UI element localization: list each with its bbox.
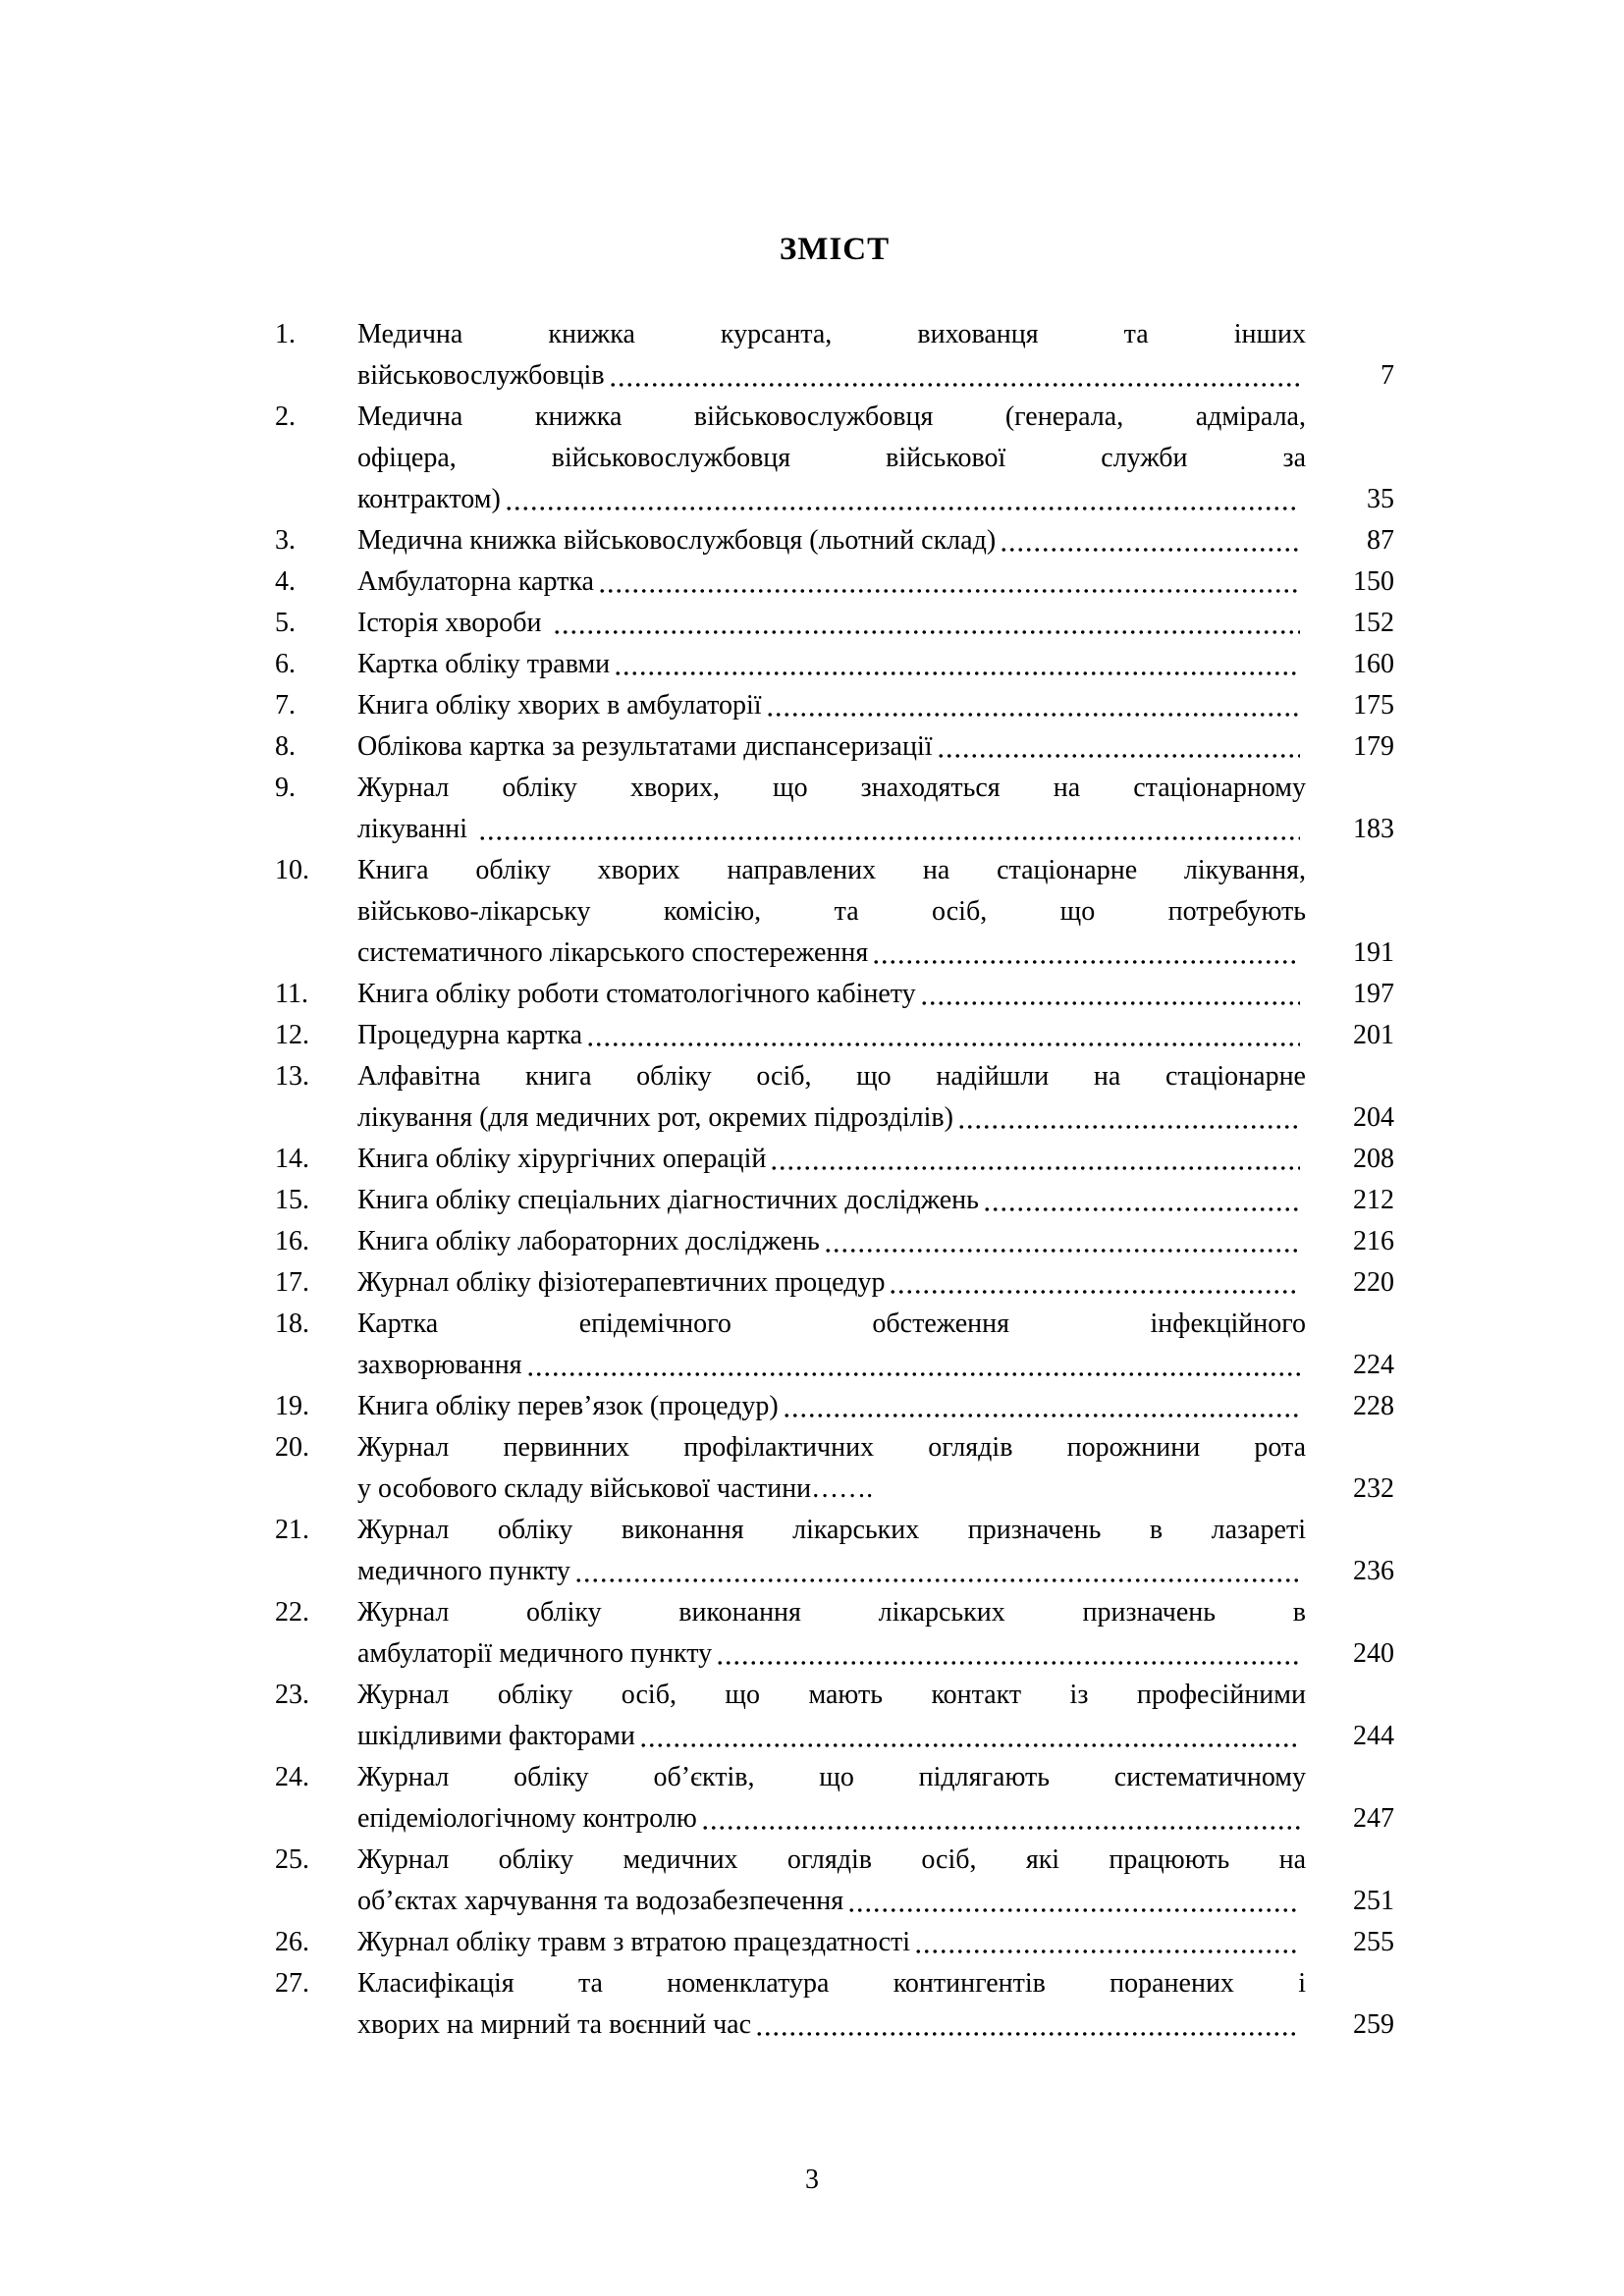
dot-leader — [764, 685, 1301, 726]
toc-list — [275, 314, 1394, 2046]
toc-item-page: 7 — [1380, 360, 1394, 391]
dot-leader — [981, 1180, 1300, 1221]
toc-item-number: 11. — [275, 979, 308, 1009]
toc-item-text: Облікова картка за результатами диспансеризації — [357, 731, 933, 762]
toc-item-number: 17. — [275, 1267, 309, 1298]
toc-item-body — [357, 1840, 1306, 1922]
toc-item — [275, 1675, 1394, 1757]
toc-item-number: 14. — [275, 1144, 309, 1174]
toc-item-text: Картка епідемічного обстеження інфекційного — [357, 1308, 1306, 1339]
toc-item — [275, 1840, 1394, 1922]
toc-item-text: Книга обліку хворих в амбулаторії — [357, 690, 762, 721]
toc-item — [275, 1757, 1394, 1840]
dot-leader — [714, 1633, 1300, 1675]
dot-leader — [845, 1881, 1300, 1922]
toc-item — [275, 1922, 1394, 1963]
toc-item-number: 22. — [275, 1597, 309, 1628]
toc-content — [275, 230, 1394, 2046]
toc-item — [275, 1592, 1394, 1675]
toc-item-body — [357, 520, 1306, 561]
toc-item-text: Історія хвороби — [357, 608, 549, 638]
toc-item-text: Журнал обліку хворих, що знаходяться на стаціонарному — [357, 773, 1306, 803]
toc-item-page: 208 — [1353, 1144, 1394, 1174]
toc-item-number: 16. — [275, 1226, 309, 1256]
toc-item-number: 13. — [275, 1061, 309, 1092]
toc-item-text: контрактом) — [357, 484, 501, 514]
toc-item-page: 247 — [1353, 1803, 1394, 1834]
dot-leader — [503, 479, 1300, 520]
toc-item-number: 10. — [275, 855, 309, 885]
toc-item-page: 87 — [1367, 525, 1394, 556]
dot-leader — [875, 1468, 1300, 1510]
dot-leader — [955, 1097, 1300, 1139]
toc-item-text: Журнал обліку виконання лікарських призначень в лазареті — [357, 1515, 1306, 1545]
toc-item-body — [357, 1675, 1306, 1757]
toc-item-body — [357, 314, 1306, 397]
toc-item — [275, 1510, 1394, 1592]
dot-leader — [822, 1221, 1300, 1262]
dot-leader — [637, 1716, 1300, 1757]
toc-item-page: 251 — [1353, 1886, 1394, 1916]
toc-item — [275, 726, 1394, 768]
toc-item-number: 27. — [275, 1968, 309, 1999]
toc-item-number: 1. — [275, 319, 296, 349]
toc-item-body — [357, 603, 1306, 644]
toc-item-number: 18. — [275, 1308, 309, 1339]
toc-item-text: Книга обліку лабораторних досліджень — [357, 1226, 820, 1256]
toc-item — [275, 1056, 1394, 1139]
toc-item — [275, 850, 1394, 974]
dot-leader — [998, 520, 1300, 561]
dot-leader — [768, 1139, 1300, 1180]
toc-item-text: лікування (для медичних рот, окремих підрозділів) — [357, 1102, 953, 1133]
dot-leader — [596, 561, 1300, 603]
dot-leader — [887, 1262, 1300, 1304]
toc-item-body — [357, 1262, 1306, 1304]
toc-item-body — [357, 1180, 1306, 1221]
toc-item-body — [357, 768, 1306, 850]
toc-item-number: 24. — [275, 1762, 309, 1792]
toc-item-page: 216 — [1353, 1226, 1394, 1256]
toc-item-text: Книга обліку перев’язок (процедур) — [357, 1391, 779, 1421]
dot-leader — [870, 933, 1300, 974]
toc-item-number: 26. — [275, 1927, 309, 1957]
toc-item-text: Журнал обліку об’єктів, що підлягають систематичному — [357, 1762, 1306, 1792]
toc-item-number: 3. — [275, 525, 296, 556]
toc-item-number: 25. — [275, 1844, 309, 1875]
toc-item-body — [357, 1757, 1306, 1840]
toc-item — [275, 603, 1394, 644]
toc-item-body — [357, 1304, 1306, 1386]
toc-item-page: 35 — [1367, 484, 1394, 514]
dot-leader — [612, 644, 1300, 685]
toc-item-text: амбулаторії медичного пункту — [357, 1638, 713, 1669]
toc-item-text: хворих на мирний та воєнний час — [357, 2009, 752, 2040]
toc-item-page: 179 — [1353, 731, 1394, 762]
toc-item-page: 201 — [1353, 1020, 1394, 1050]
dot-leader — [935, 726, 1301, 768]
toc-item-page: 191 — [1353, 937, 1394, 968]
toc-item — [275, 1180, 1394, 1221]
toc-item-page: 183 — [1353, 814, 1394, 844]
toc-item-body — [357, 1592, 1306, 1675]
toc-item-text: епідеміологічному контролю — [357, 1803, 697, 1834]
toc-item-number: 23. — [275, 1680, 309, 1710]
toc-item-body — [357, 685, 1306, 726]
toc-item-text: Амбулаторна картка — [357, 566, 594, 597]
toc-item — [275, 1139, 1394, 1180]
toc-item-text: Книга обліку спеціальних діагностичних досліджень — [357, 1185, 979, 1215]
toc-item-page: 204 — [1353, 1102, 1394, 1133]
toc-item-page: 160 — [1353, 649, 1394, 679]
toc-item — [275, 1015, 1394, 1056]
toc-item — [275, 1386, 1394, 1427]
toc-item-body — [357, 397, 1306, 520]
toc-item-page: 150 — [1353, 566, 1394, 597]
toc-item-text: у особового складу військової частини……. — [357, 1473, 874, 1504]
toc-item-text: Картка обліку травми — [357, 649, 611, 679]
toc-item-text: лікуванні — [357, 814, 474, 844]
toc-item — [275, 1262, 1394, 1304]
toc-item-number: 9. — [275, 773, 296, 803]
toc-item-text: Журнал первинних профілактичних оглядів порожнини рота — [357, 1432, 1306, 1463]
toc-item-page: 255 — [1353, 1927, 1394, 1957]
toc-item-body — [357, 644, 1306, 685]
toc-item-text: медичного пункту — [357, 1556, 570, 1586]
toc-item-body — [357, 1386, 1306, 1427]
toc-item-body — [357, 1427, 1306, 1510]
toc-item-page: 212 — [1353, 1185, 1394, 1215]
toc-item-text: об’єктах харчування та водозабезпечення — [357, 1886, 844, 1916]
toc-item-number: 8. — [275, 731, 296, 762]
toc-item-text: Книга обліку хірургічних операцій — [357, 1144, 767, 1174]
toc-item-number: 21. — [275, 1515, 309, 1545]
toc-item-number: 4. — [275, 566, 296, 597]
toc-item-page: 244 — [1353, 1721, 1394, 1751]
toc-item-number: 6. — [275, 649, 296, 679]
toc-item — [275, 397, 1394, 520]
toc-item-number: 19. — [275, 1391, 309, 1421]
toc-item — [275, 974, 1394, 1015]
toc-item-text: Журнал обліку фізіотерапевтичних процедур — [357, 1267, 886, 1298]
toc-item-number: 20. — [275, 1432, 309, 1463]
toc-item-page: 220 — [1353, 1267, 1394, 1298]
toc-item-body — [357, 1139, 1306, 1180]
toc-item-page: 259 — [1353, 2009, 1394, 2040]
toc-item-text: шкідливими факторами — [357, 1721, 635, 1751]
toc-item-body — [357, 1510, 1306, 1592]
dot-leader — [699, 1798, 1300, 1840]
toc-item-text: систематичного лікарського спостереження — [357, 937, 869, 968]
toc-item — [275, 1221, 1394, 1262]
toc-item — [275, 520, 1394, 561]
toc-item-text: Журнал обліку осіб, що мають контакт із професійними — [357, 1680, 1306, 1710]
toc-item-page: 175 — [1353, 690, 1394, 721]
toc-item-text: військово-лікарську комісію, та осіб, що потребують — [357, 896, 1306, 927]
toc-item-body — [357, 1922, 1306, 1963]
dot-leader — [551, 603, 1300, 644]
toc-item-text: Процедурна картка — [357, 1020, 583, 1050]
toc-item-number: 15. — [275, 1185, 309, 1215]
toc-item-text: Книга обліку хворих направлених на стаціонарне лікування, — [357, 855, 1306, 885]
toc-item-body — [357, 1056, 1306, 1139]
dot-leader — [607, 355, 1300, 397]
toc-item-page: 240 — [1353, 1638, 1394, 1669]
toc-item-body — [357, 850, 1306, 974]
toc-item-number: 5. — [275, 608, 296, 638]
toc-item-body — [357, 561, 1306, 603]
toc-item — [275, 314, 1394, 397]
toc-item-page: 228 — [1353, 1391, 1394, 1421]
dot-leader — [476, 809, 1300, 850]
toc-item-page: 152 — [1353, 608, 1394, 638]
toc-item — [275, 1963, 1394, 2046]
toc-item-body — [357, 1963, 1306, 2046]
toc-item-text: Медична книжка військовослужбовця (генерала, адмірала, — [357, 401, 1306, 432]
toc-item-body — [357, 1015, 1306, 1056]
dot-leader — [912, 1922, 1300, 1963]
toc-item-number: 12. — [275, 1020, 309, 1050]
toc-item-text: військовослужбовців — [357, 360, 605, 391]
toc-item-body — [357, 974, 1306, 1015]
toc-item-page: 197 — [1353, 979, 1394, 1009]
toc-item-page: 232 — [1353, 1473, 1394, 1504]
toc-item-body — [357, 1221, 1306, 1262]
toc-item-text: Журнал обліку травм з втратою працездатності — [357, 1927, 911, 1957]
page-number: 3 — [805, 2164, 819, 2195]
toc-item-number: 7. — [275, 690, 296, 721]
dot-leader — [753, 2004, 1300, 2046]
toc-item-text: Журнал обліку виконання лікарських призначень в — [357, 1597, 1306, 1628]
toc-item-text: Книга обліку роботи стоматологічного кабінету — [357, 979, 916, 1009]
toc-item-text: офіцера, військовослужбовця військової служби за — [357, 443, 1306, 473]
toc-item-text: Журнал обліку медичних оглядів осіб, які працюють на — [357, 1844, 1306, 1875]
toc-item-number: 2. — [275, 401, 296, 432]
dot-leader — [572, 1551, 1300, 1592]
toc-item-text: захворювання — [357, 1350, 522, 1380]
toc-item-body — [357, 726, 1306, 768]
toc-item — [275, 561, 1394, 603]
toc-item-page: 224 — [1353, 1350, 1394, 1380]
toc-item-text: Медична книжка курсанта, вихованця та інших — [357, 319, 1306, 349]
toc-item-text: Алфавітна книга обліку осіб, що надійшли на стаціонарне — [357, 1061, 1306, 1092]
dot-leader — [524, 1345, 1300, 1386]
toc-item-text: Класифікація та номенклатура контингентів поранених і — [357, 1968, 1306, 1999]
dot-leader — [781, 1386, 1300, 1427]
toc-item-page: 236 — [1353, 1556, 1394, 1586]
toc-item — [275, 1427, 1394, 1510]
page-title: ЗМІСТ — [779, 232, 891, 267]
toc-item — [275, 644, 1394, 685]
toc-item — [275, 768, 1394, 850]
toc-item-text: Медична книжка військовослужбовця (льотний склад) — [357, 525, 997, 556]
dot-leader — [918, 974, 1300, 1015]
toc-item — [275, 685, 1394, 726]
dot-leader — [584, 1015, 1300, 1056]
toc-item — [275, 1304, 1394, 1386]
